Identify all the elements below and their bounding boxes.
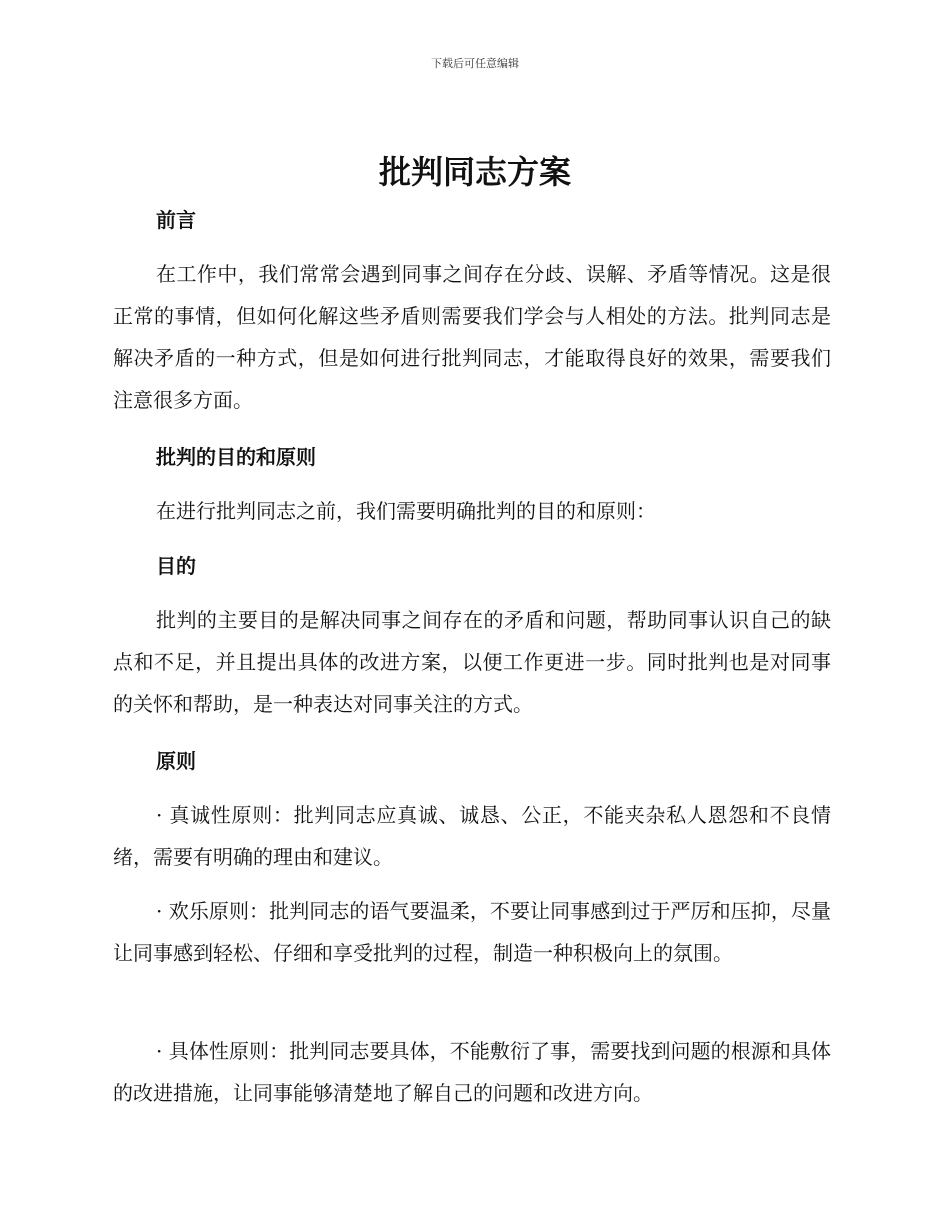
purpose-heading: 目的 xyxy=(156,554,196,578)
principle-item-joy: · 欢乐原则：批判同志的语气要温柔，不要让同事感到过于严厉和压抑，尽量让同事感到轻松、仔细和享受批判的过程，制造一种积极向上的氛围。 xyxy=(113,899,831,965)
principle-item-sincerity: · 真诚性原则：批判同志应真诚、诚恳、公正，不能夹杂私人恩怨和不良情绪，需要有明确的理由和建议。 xyxy=(113,803,831,869)
principle-item-specificity: · 具体性原则：批判同志要具体，不能敷衍了事，需要找到问题的根源和具体的改进措施，让同事能够清楚地了解自己的问题和改进方向。 xyxy=(113,1039,831,1105)
purpose-principle-intro: 在进行批判同志之前，我们需要明确批判的目的和原则： xyxy=(156,499,656,523)
preface-heading: 前言 xyxy=(156,208,196,232)
purpose-paragraph: 批判的主要目的是解决同事之间存在的矛盾和问题，帮助同事认识自己的缺点和不足，并且提出具体的改进方案，以便工作更进一步。同时批判也是对同事的关怀和帮助，是一种表达对同事关注的方式。 xyxy=(113,608,831,716)
preface-paragraph: 在工作中，我们常常会遇到同事之间存在分歧、误解、矛盾等情况。这是很正常的事情，但如何化解这些矛盾则需要我们学会与人相处的方法。批判同志是解决矛盾的一种方式，但是如何进行批判同志，才能取得良好的效果，需要我们注意很多方面。 xyxy=(113,262,831,412)
principle-heading: 原则 xyxy=(156,749,196,773)
purpose-principle-heading: 批判的目的和原则 xyxy=(156,445,316,469)
header-note: 下载后可任意编辑 xyxy=(431,57,519,70)
document-title: 批判同志方案 xyxy=(378,153,571,191)
